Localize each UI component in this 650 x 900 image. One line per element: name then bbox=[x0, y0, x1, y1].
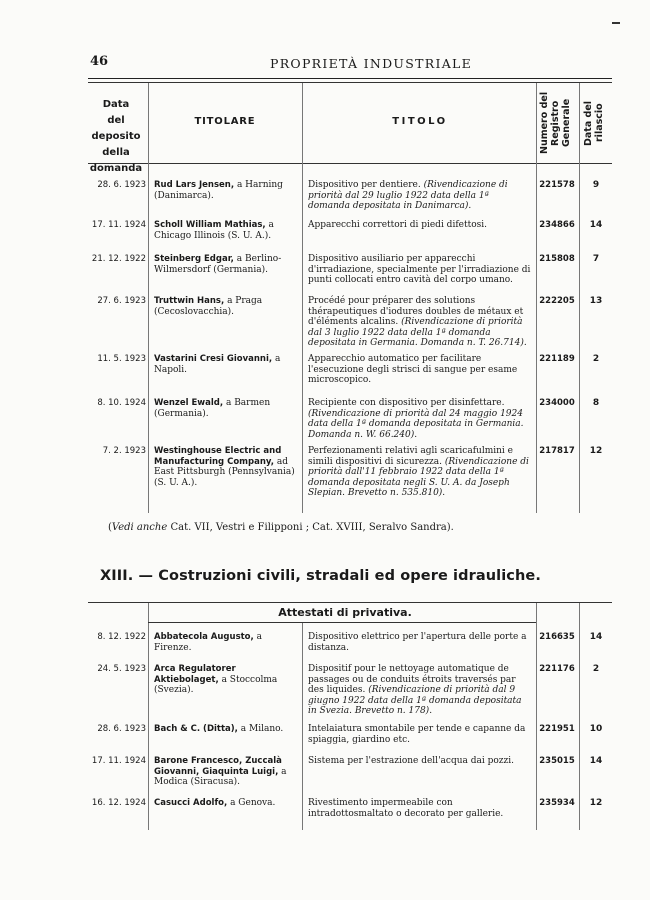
row-titolare: Westinghouse Electric and Manufacturing Company, ad East Pittsburgh (Pennsylvania) (S. U. A.). bbox=[154, 446, 295, 488]
running-title: PROPRIETÀ INDUSTRIALE bbox=[270, 56, 473, 71]
table2-rule-top bbox=[88, 602, 612, 603]
row-titolo: Dispositivo ausiliario per apparecchi d'irradiazione, specialmente per l'irradiazione di punti collocati entro cavità del corpo umano. bbox=[308, 254, 531, 285]
row-number: 234866 bbox=[539, 220, 575, 230]
row-date: 8. 10. 1924 bbox=[97, 398, 146, 408]
row-date: 21. 12. 1922 bbox=[91, 254, 146, 264]
row-sheet: 12 bbox=[589, 446, 603, 456]
header-rule-bottom bbox=[88, 163, 612, 164]
row-sheet: 8 bbox=[592, 398, 600, 408]
section-subtitle: Attestati di privativa. bbox=[278, 606, 412, 619]
row-date: 16. 12. 1924 bbox=[91, 798, 146, 808]
header-rule-top bbox=[88, 78, 612, 79]
row-date: 17. 11. 1924 bbox=[91, 756, 146, 766]
row-titolare: Arca Regulatorer Aktiebolaget, a Stoccolma (Svezia). bbox=[154, 664, 278, 695]
col-rule-4 bbox=[579, 83, 580, 513]
row-titolare: Wenzel Ewald, a Barmen (Germania). bbox=[154, 398, 271, 419]
row-titolare: Abbatecola Augusto, a Firenze. bbox=[154, 632, 262, 653]
header-rule-second bbox=[88, 82, 612, 83]
row-number: 221578 bbox=[539, 180, 575, 190]
row-titolare: Barone Francesco, Zuccalà Giovanni, Giaquinta Luigi, a Modica (Siracusa). bbox=[154, 756, 287, 787]
col-rule-4b bbox=[579, 602, 580, 830]
row-titolo: Intelaiatura smontabile per tende e capanne da spiaggia, giardino etc. bbox=[308, 724, 526, 745]
cross-reference-note: (Vedi anche Cat. VII, Vestri e Filipponi ; Cat. XVIII, Seralvo Sandra). bbox=[108, 522, 454, 533]
row-date: 27. 6. 1923 bbox=[97, 296, 146, 306]
row-sheet: 13 bbox=[589, 296, 603, 306]
row-sheet: 2 bbox=[592, 354, 600, 364]
row-number: 216635 bbox=[539, 632, 575, 642]
row-titolo: Perfezionamenti relativi agli scaricafulmini e simili dispositivi di sicurezza. (Rivendicazione di priorità dall'11 febbraio 1922 data della 1ª domanda depositata negli S. U. A. da Joseph Slepian. Brevetto n. 535.810). bbox=[308, 446, 529, 498]
row-date: 24. 5. 1923 bbox=[97, 664, 146, 674]
page-number: 46 bbox=[90, 54, 109, 69]
row-number: 221176 bbox=[539, 664, 575, 674]
row-number: 221189 bbox=[539, 354, 575, 364]
row-titolo: Dispositivo per dentiere. (Rivendicazione di priorità dal 29 luglio 1922 data della 1ª domanda depositata in Danimarca). bbox=[308, 180, 508, 211]
section-title: XIII. — Costruzioni civili, stradali ed opere idrauliche. bbox=[100, 568, 541, 584]
row-sheet: 14 bbox=[589, 632, 603, 642]
row-titolare: Steinberg Edgar, a Berlino-Wilmersdorf (Germania). bbox=[154, 254, 282, 275]
row-titolo: Apparecchio automatico per facilitare l'esecuzione degli strisci di sangue per esame microscopico. bbox=[308, 354, 518, 385]
header-numero: Numero del Registro Generale bbox=[539, 91, 572, 155]
row-titolo: Recipiente con dispositivo per disinfettare. (Rivendicazione di priorità dal 24 maggio 1924 data della 1ª domanda depositata in Germania. Domanda n. W. 66.240). bbox=[308, 398, 524, 440]
header-titolo: TITOLO bbox=[392, 116, 448, 127]
row-titolo: Apparecchi correttori di piedi difettosi. bbox=[308, 220, 487, 230]
row-date: 28. 6. 1923 bbox=[97, 180, 146, 190]
row-sheet: 2 bbox=[592, 664, 600, 674]
row-sheet: 9 bbox=[592, 180, 600, 190]
row-number: 222205 bbox=[539, 296, 575, 306]
col-rule-1 bbox=[148, 83, 149, 513]
row-sheet: 14 bbox=[589, 756, 603, 766]
table2-rule-sub bbox=[148, 622, 536, 623]
row-number: 234000 bbox=[539, 398, 575, 408]
row-titolare: Truttwin Hans, a Praga (Cecoslovacchia). bbox=[154, 296, 263, 317]
row-titolare: Rud Lars Jensen, a Harning (Danimarca). bbox=[154, 180, 283, 201]
row-date: 11. 5. 1923 bbox=[97, 354, 146, 364]
header-titolare: TITOLARE bbox=[194, 116, 256, 127]
row-number: 215808 bbox=[539, 254, 575, 264]
row-titolare: Vastarini Cresi Giovanni, a Napoli. bbox=[154, 354, 281, 375]
row-sheet: 12 bbox=[589, 798, 603, 808]
row-date: 28. 6. 1923 bbox=[97, 724, 146, 734]
row-titolare: Scholl William Mathias, a Chicago Illinois (S. U. A.). bbox=[154, 220, 274, 241]
col-rule-2b bbox=[302, 622, 303, 830]
row-number: 221951 bbox=[539, 724, 575, 734]
row-titolo: Rivestimento impermeabile con intradottosmaltato o decorato per gallerie. bbox=[308, 798, 504, 819]
col-rule-1b bbox=[148, 602, 149, 830]
row-date: 17. 11. 1924 bbox=[91, 220, 146, 230]
row-number: 235015 bbox=[539, 756, 575, 766]
row-titolo: Procédé pour préparer des solutions thérapeutiques d'iodures doubles de métaux et d'éléments alcalins. (Rivendicazione di priorità dal 3 luglio 1922 data della 1ª domanda depositata in Germania. Domanda n. T. 26.714). bbox=[308, 296, 527, 348]
row-number: 235934 bbox=[539, 798, 575, 808]
col-rule-2 bbox=[302, 83, 303, 513]
row-titolo: Sistema per l'estrazione dell'acqua dai pozzi. bbox=[308, 756, 514, 766]
row-titolo: Dispositif pour le nettoyage automatique de passages ou de conduits étroits traversés par des liquides. (Rivendicazione di priorità dal 9 giugno 1922 data della 1ª domanda depositata in Svezia. Brevetto n. 178). bbox=[308, 664, 522, 716]
row-number: 217817 bbox=[539, 446, 575, 456]
row-titolare: Casucci Adolfo, a Genova. bbox=[154, 798, 276, 808]
row-sheet: 10 bbox=[589, 724, 603, 734]
header-data-rilascio: Data del rilascio bbox=[583, 100, 605, 146]
row-titolare: Bach & C. (Ditta), a Milano. bbox=[154, 724, 284, 734]
row-sheet: 7 bbox=[592, 254, 600, 264]
row-titolo: Dispositivo elettrico per l'apertura delle porte a distanza. bbox=[308, 632, 527, 653]
row-sheet: 14 bbox=[589, 220, 603, 230]
row-date: 8. 12. 1922 bbox=[97, 632, 146, 642]
page-mark bbox=[612, 22, 620, 24]
row-date: 7. 2. 1923 bbox=[102, 446, 146, 456]
header-date: Data del deposito della domanda bbox=[89, 99, 143, 174]
